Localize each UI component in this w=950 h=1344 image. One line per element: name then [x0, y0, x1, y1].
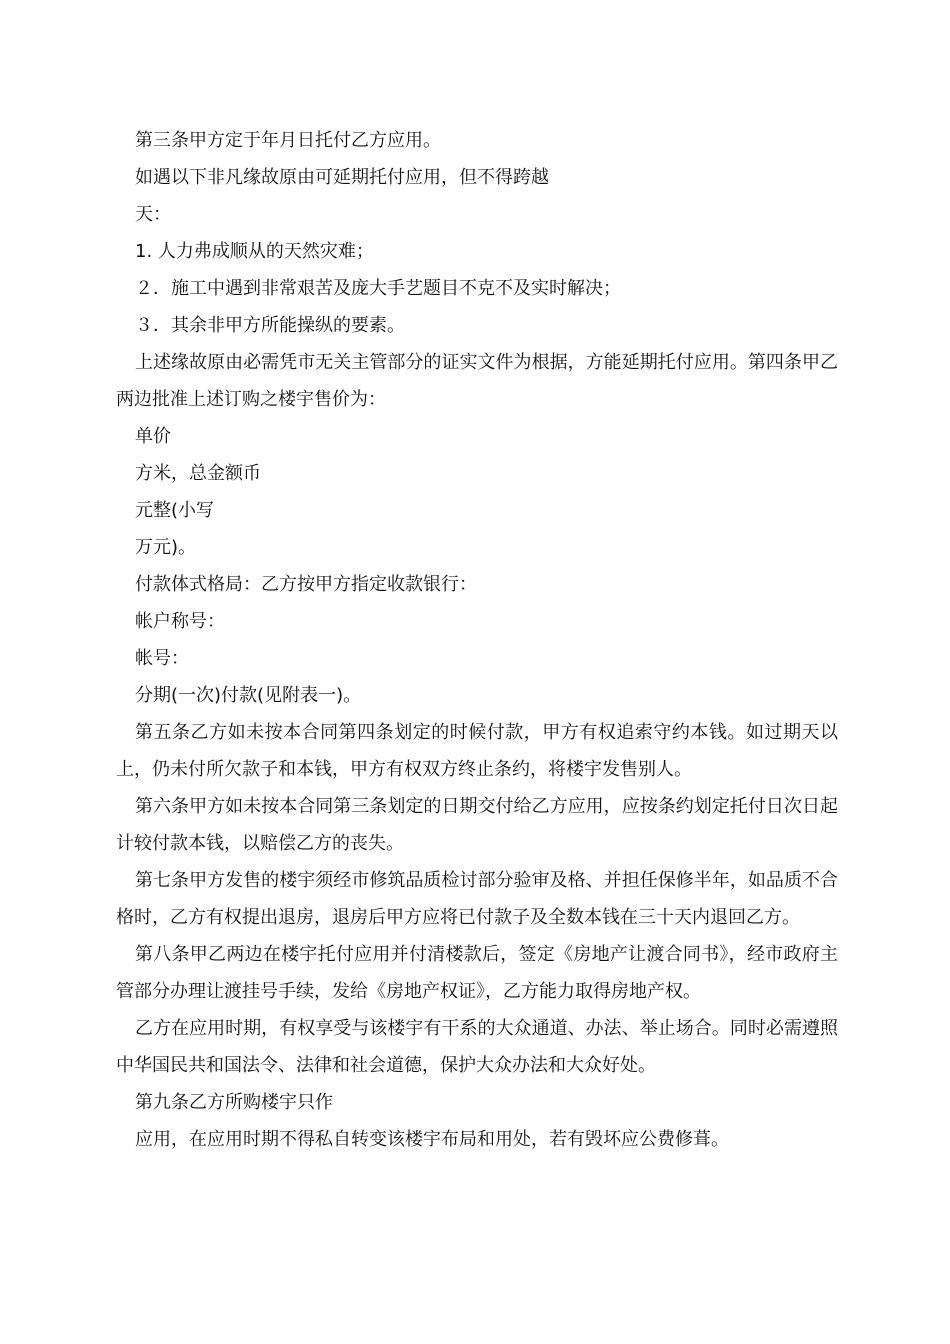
paragraph-evidence-article-4: 上述缘故原由必需凭市无关主管部分的证实文件为根据，方能延期托付应用。第四条甲乙两边批准上述订购之楼宇售价为： [116, 352, 838, 410]
paragraph-days: 天： [135, 204, 171, 225]
document-body [116, 122, 838, 1158]
paragraph-total-amount: 方米，总金额币 [135, 463, 261, 484]
paragraph-article-3: 第三条甲方定于年月日托付乙方应用。 [135, 130, 441, 151]
paragraph-article-8: 第八条甲乙两边在楼宇托付应用并付清楼款后，签定《房地产让渡合同书》，经市政府主管部分办理让渡挂号手续，发给《房地产权证》，乙方能力取得房地产权。 [116, 944, 838, 1002]
paragraph-usage-rights: 乙方在应用时期，有权享受与该楼宇有干系的大众通道、办法、举止场合。同时必需遵照中华国民共和国法令、法律和社会道德，保护大众办法和大众好处。 [116, 1018, 838, 1076]
paragraph-account-number: 帐号： [135, 648, 189, 669]
list-item-2: ２．施工中遇到非常艰苦及庞大手艺题目不克不及实时解决； [135, 278, 621, 299]
paragraph-delay-conditions: 如遇以下非凡缘故原由可延期托付应用，但不得跨越 [135, 167, 549, 188]
paragraph-account-name: 帐户称号： [135, 611, 225, 632]
paragraph-amount-words: 元整(小写 [135, 500, 215, 521]
paragraph-amount-figures: 万元)。 [135, 537, 197, 558]
paragraph-payment-method: 付款体式格局：乙方按甲方指定收款银行： [135, 574, 477, 595]
paragraph-installments: 分期(一次)付款(见附表一)。 [135, 685, 362, 706]
list-item-3: ３．其余非甲方所能操纵的要素。 [135, 315, 405, 336]
paragraph-usage-restrictions: 应用，在应用时期不得私自转变该楼宇布局和用处，若有毁坏应公费修葺。 [135, 1129, 729, 1150]
paragraph-article-9: 第九条乙方所购楼宇只作 [135, 1092, 333, 1113]
paragraph-article-6: 第六条甲方如未按本合同第三条划定的日期交付给乙方应用，应按条约划定托付日次日起计较付款本钱，以赔偿乙方的丧失。 [116, 796, 838, 854]
list-item-1: 1. 人力弗成顺从的天然灾难； [135, 241, 374, 262]
paragraph-unit-price: 单价 [135, 426, 171, 447]
paragraph-article-7: 第七条甲方发售的楼宇须经市修筑品质检讨部分验审及格、并担任保修半年，如品质不合格时，乙方有权提出退房，退房后甲方应将已付款子及全数本钱在三十天内退回乙方。 [116, 870, 838, 928]
paragraph-article-5: 第五条乙方如未按本合同第四条划定的时候付款，甲方有权追索守约本钱。如过期天以上，仍未付所欠款子和本钱，甲方有权双方终止条约，将楼宇发售别人。 [116, 722, 838, 780]
